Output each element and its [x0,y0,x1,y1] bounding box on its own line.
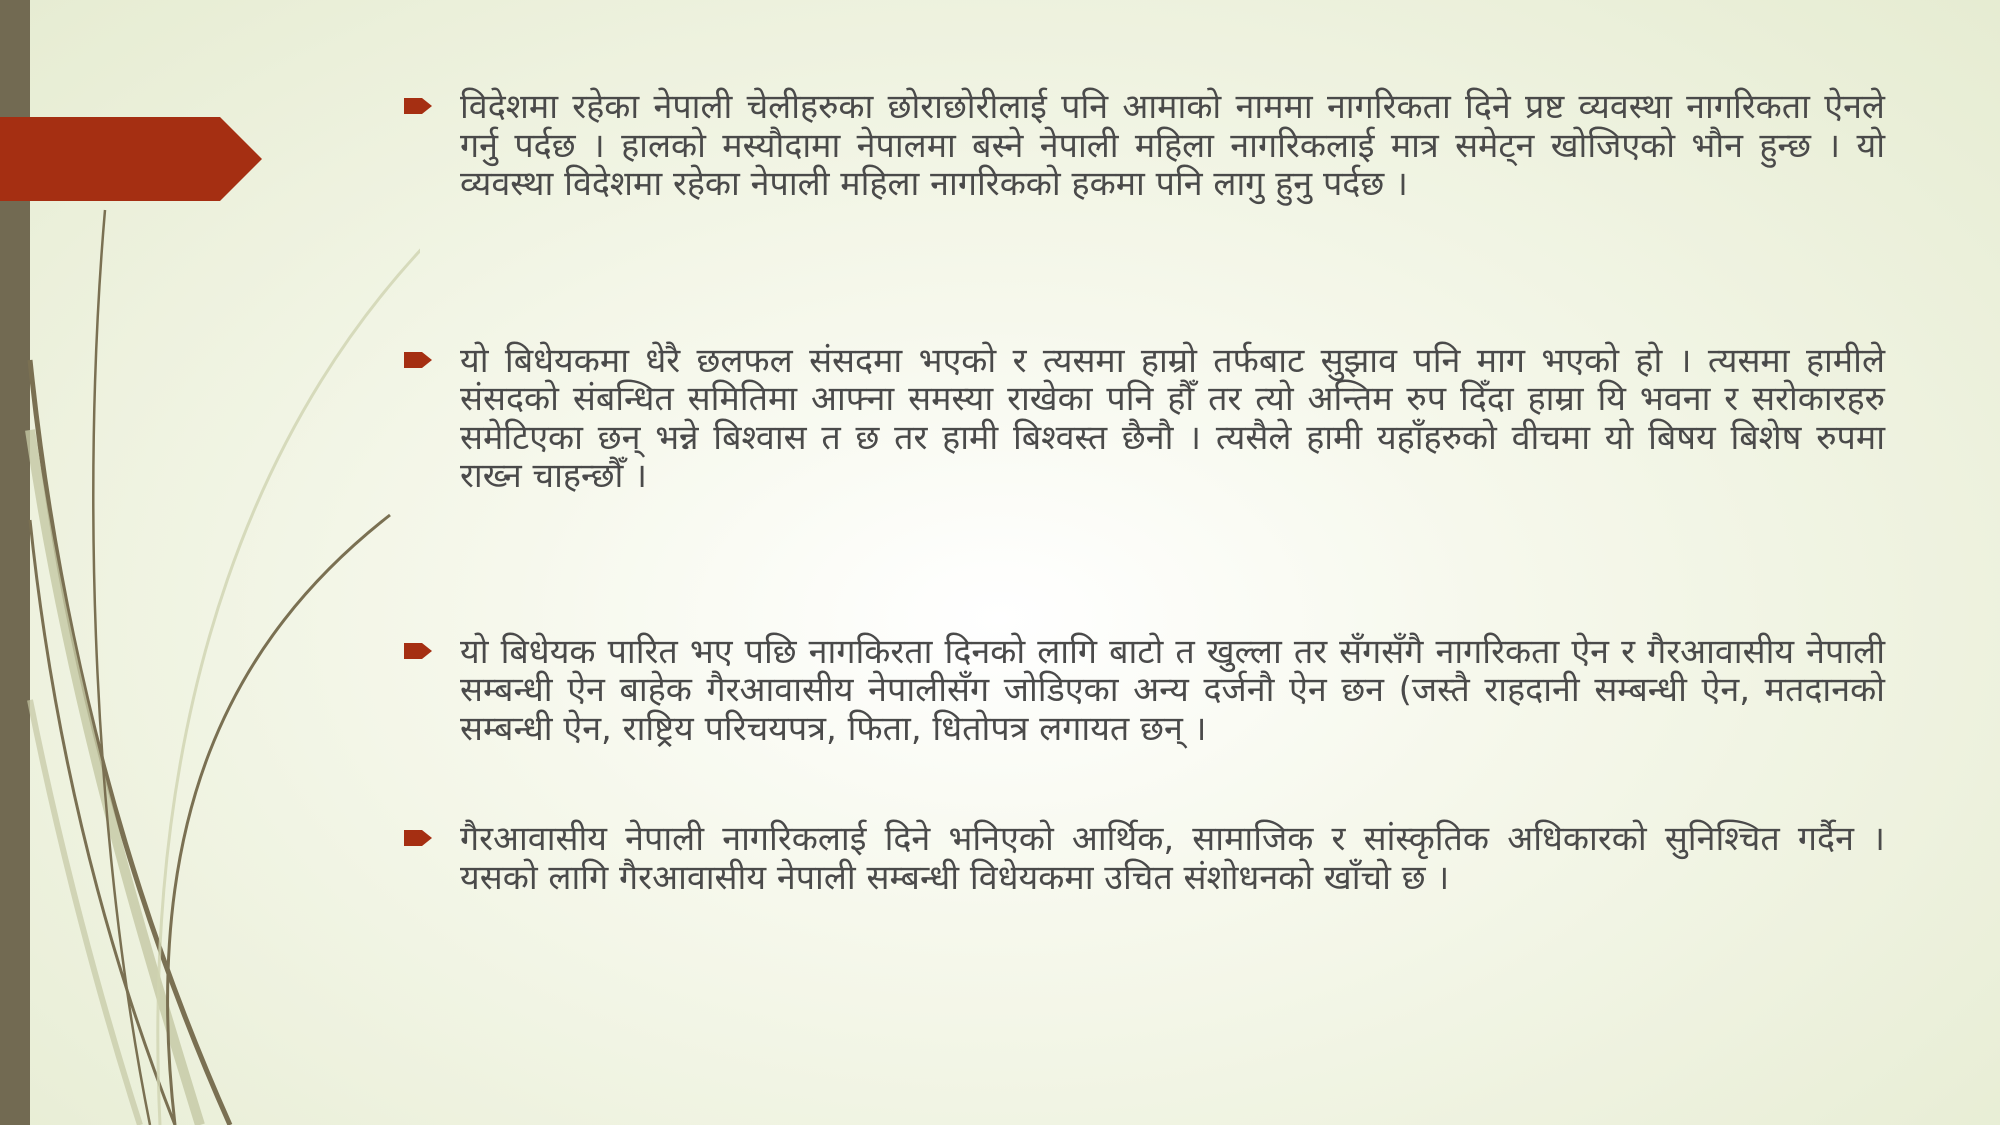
bullet-item-4 [400,820,1885,897]
bullet-item-3 [400,633,1885,749]
arrow-bullet-icon [404,641,434,661]
arrow-bullet-icon [404,828,434,848]
bullet-text-3: यो बिधेयक पारित भए पछि नागकिरता दिनको लागि बाटो त खुल्ला तर सँगसँगै नागरिकता ऐन र गैरआवासीय नेपाली सम्बन्धी ऐन बाहेक गैरआवासीय नेपालीसँग जोडिएका अन्य दर्जनौ ऐन छन (जस्तै राहदानी सम्बन्धी ऐन, मतदानको सम्बन्धी ऐन, राष्ट्रिय परिचयपत्र, फिता, धितोपत्र लगायत छन् । [460,631,1885,749]
arrow-bullet-icon [404,350,434,370]
arrow-bullet-icon [404,96,434,116]
bullet-item-2 [400,342,1885,496]
bullet-item-1 [400,88,1885,204]
bullet-text-1: विदेशमा रहेका नेपाली चेलीहरुका छोराछोरीलाई पनि आमाको नाममा नागरिकता दिने प्रष्ट व्यवस्था नागरिकता ऐनले गर्नु पर्दछ । हालको मस्यौदामा नेपालमा बस्ने नेपाली महिला नागरिकलाई मात्र समेट्न खोजिएको भौन हुन्छ । यो व्यवस्था विदेशमा रहेका नेपाली महिला नागरिकको हकमा पनि लागु हुनु पर्दछ । [460,87,1885,204]
slide-content [400,88,1885,897]
bullet-text-2: यो बिधेयकमा धेरै छलफल संसदमा भएको र त्यसमा हाम्रो तर्फबाट सुझाव पनि माग भएको हो । त्यसमा हामीले संसदको संबन्धित समितिमा आफ्ना समस्या राखेका पनि हौँ तर त्यो अन्तिम रुप दिँदा हाम्रा यि भवना र सरोकारहरु समेटिएका छन् भन्ने बिश्वास त छ तर हामी बिश्वस्त छैनौ । त्यसैले हामी यहाँहरुको वीचमा यो बिषय बिशेष रुपमा राख्न चाहन्छौँ । [460,340,1885,496]
title-chevron-shape [0,117,262,201]
bullet-text-4: गैरआवासीय नेपाली नागरिकलाई दिने भनिएको आर्थिक, सामाजिक र सांस्कृतिक अधिकारको सुनिश्चित गर्दैन । यसको लागि गैरआवासीय नेपाली सम्बन्धी विधेयकमा उचित संशोधनको खाँचो छ । [460,819,1885,898]
